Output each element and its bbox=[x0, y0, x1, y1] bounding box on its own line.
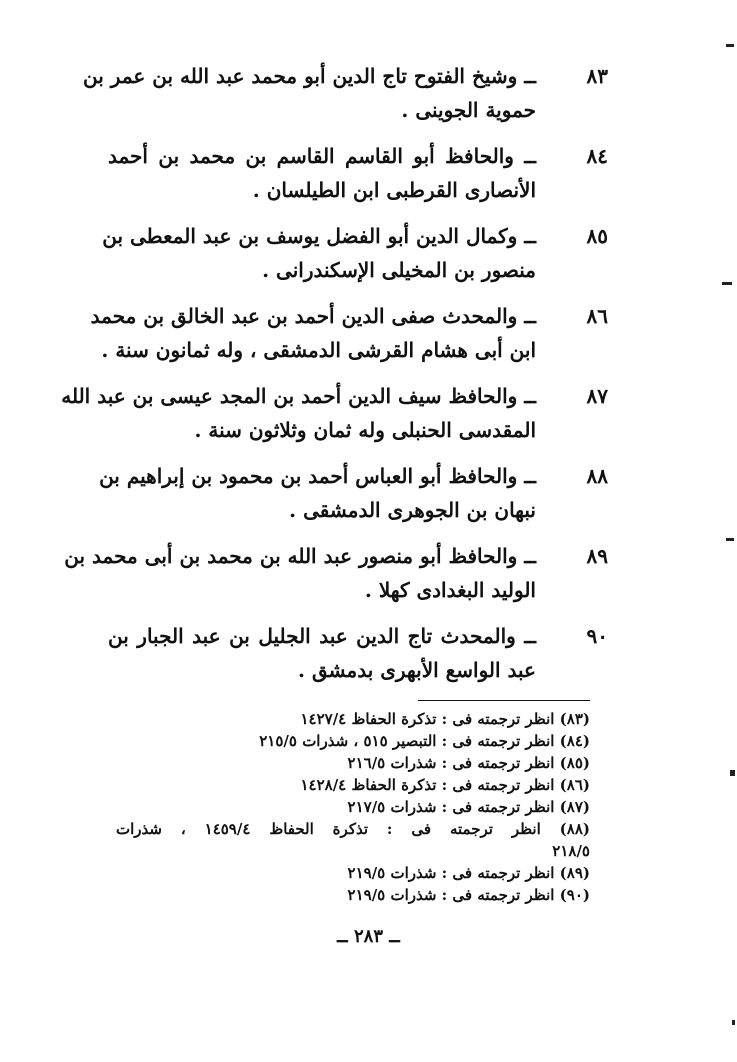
entry-line: ــ وشيخ الفتوح تاج الدين أبو محمد عبد الله بن عمر بن bbox=[83, 64, 536, 88]
entry-number: ٨٦ bbox=[586, 304, 608, 328]
entry-line-continued: عبد الواسع الأبهرى بدمشق . bbox=[298, 658, 536, 682]
footnote: (٨٩) انظر ترجمته فى : شذرات ٢١٩/٥ bbox=[347, 864, 590, 882]
entry-line: ــ والحافظ أبو القاسم القاسم بن محمد بن أحمد bbox=[108, 144, 536, 168]
footnote: (٩٠) انظر ترجمته فى : شذرات ٢١٩/٥ bbox=[347, 886, 590, 904]
entry-number: ٨٩ bbox=[586, 544, 608, 568]
entry-line: ــ والحافظ أبو منصور عبد الله بن محمد بن أبى محمد بن bbox=[64, 544, 536, 568]
scan-mark bbox=[730, 770, 735, 776]
footnote: (٨٤) انظر ترجمته فى : التبصير ٥١٥ ، شذرات ٢١٥/٥ bbox=[259, 732, 590, 750]
scan-mark bbox=[732, 1020, 735, 1025]
entries-list bbox=[61, 62, 608, 702]
entry-line-continued: الوليد البغدادى كهلا . bbox=[364, 578, 536, 602]
footnote: (٨٣) انظر ترجمته فى : تذكرة الحفاظ ١٤٢٧/٤ bbox=[300, 710, 590, 728]
footnote: (٨٦) انظر ترجمته فى : تذكرة الحفاظ ١٤٢٨/٤ bbox=[300, 776, 590, 794]
entry-number: ٨٨ bbox=[586, 464, 608, 488]
list-item bbox=[64, 542, 608, 622]
entry-line-continued: منصور بن المخيلى الإسكندرانى . bbox=[262, 258, 536, 282]
entry-number: ٨٥ bbox=[586, 224, 608, 248]
list-item bbox=[108, 142, 608, 222]
scan-mark bbox=[722, 282, 732, 285]
footnote-continued: ٢١٨/٥ bbox=[552, 842, 590, 860]
entry-line-continued: المقدسى الحنبلى وله ثمان وثلاثون سنة . bbox=[194, 418, 536, 442]
footnotes bbox=[116, 708, 590, 906]
list-item bbox=[99, 462, 608, 542]
list-item bbox=[83, 62, 608, 142]
list-item bbox=[102, 222, 608, 302]
entry-line-continued: الأنصارى القرطبى ابن الطيلسان . bbox=[252, 178, 536, 202]
list-item bbox=[90, 302, 608, 382]
footnote: (٨٥) انظر ترجمته فى : شذرات ٢١٦/٥ bbox=[347, 754, 590, 772]
footnote: (٨٨) انظر ترجمته فى : تذكرة الحفاظ ١٤٥٩/٤ ، شذرات bbox=[116, 820, 590, 838]
entry-line: ــ والمحدث تاج الدين عبد الجليل بن عبد الجبار بن bbox=[108, 624, 536, 648]
entry-line-continued: ابن أبى هشام القرشى الدمشقى ، وله ثمانون سنة . bbox=[101, 338, 536, 362]
entry-line: ــ والمحدث صفى الدين أحمد بن عبد الخالق بن محمد bbox=[90, 304, 536, 328]
entry-number: ٨٣ bbox=[586, 64, 608, 88]
list-item bbox=[61, 382, 608, 462]
entry-line: ــ وكمال الدين أبو الفضل يوسف بن عبد المعطى بن bbox=[102, 224, 536, 248]
page-number: ــ ٢٨٣ ــ bbox=[337, 926, 400, 947]
entry-number: ٩٠ bbox=[586, 624, 608, 648]
entry-line: ــ والحافظ سيف الدين أحمد بن المجد عيسى بن عبد الله bbox=[61, 384, 536, 408]
entry-number: ٨٧ bbox=[586, 384, 608, 408]
footnote: (٨٧) انظر ترجمته فى : شذرات ٢١٧/٥ bbox=[347, 798, 590, 816]
list-item bbox=[108, 622, 608, 702]
entry-line-continued: حموية الجوينى . bbox=[401, 98, 536, 122]
scan-mark bbox=[726, 538, 734, 541]
entry-line-continued: نبهان بن الجوهرى الدمشقى . bbox=[289, 498, 536, 522]
scan-mark bbox=[726, 44, 734, 47]
entry-number: ٨٤ bbox=[586, 144, 608, 168]
entry-line: ــ والحافظ أبو العباس أحمد بن محمود بن إبراهيم بن bbox=[99, 464, 536, 488]
footnote-divider bbox=[418, 700, 590, 701]
